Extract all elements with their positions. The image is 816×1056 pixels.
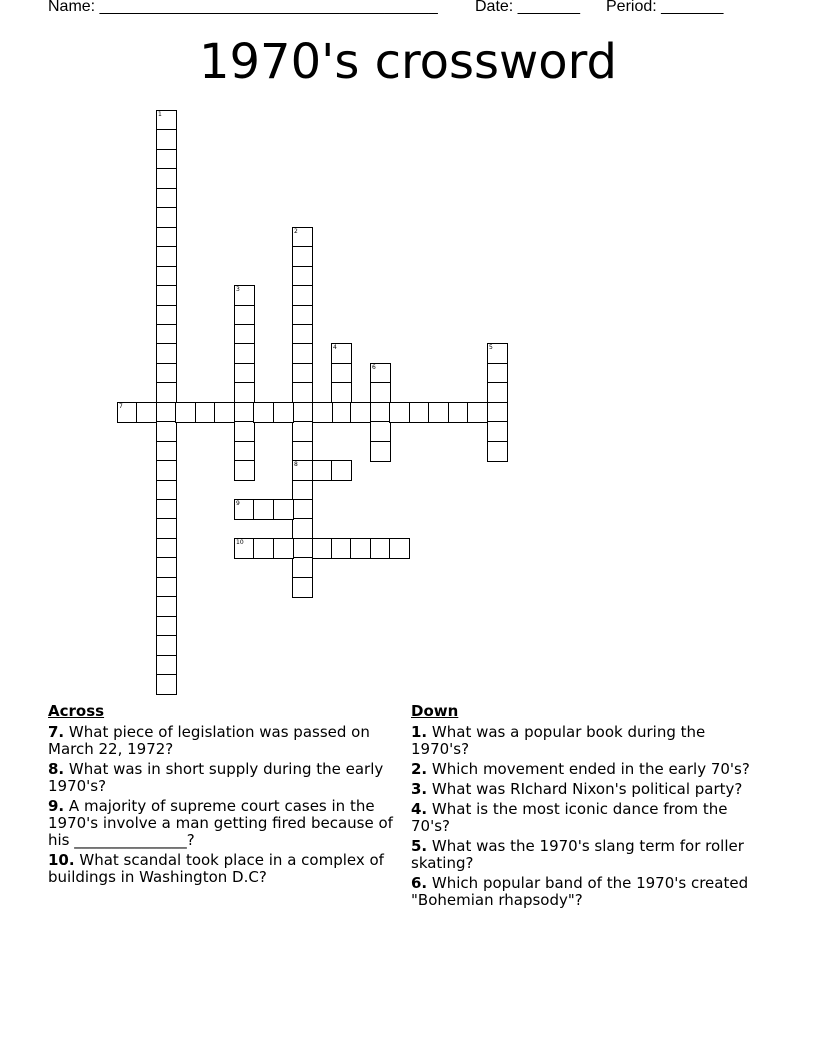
grid-cell[interactable] bbox=[409, 402, 430, 423]
grid-cell[interactable] bbox=[292, 402, 313, 423]
grid-cell[interactable] bbox=[292, 227, 313, 248]
clue-text: A majority of supreme court cases in the 1970's involve a man getting fired because of his _______________? bbox=[48, 797, 393, 849]
grid-cell[interactable] bbox=[195, 402, 216, 423]
grid-cell[interactable] bbox=[292, 266, 313, 287]
period-field[interactable]: Period: _______ bbox=[606, 0, 724, 15]
clue-text: What scandal took place in a complex of buildings in Washington D.C? bbox=[48, 851, 384, 886]
grid-cell[interactable] bbox=[156, 227, 177, 248]
grid-cell[interactable] bbox=[175, 402, 196, 423]
grid-cell[interactable] bbox=[117, 402, 138, 423]
grid-cell[interactable] bbox=[156, 207, 177, 228]
grid-cell[interactable] bbox=[292, 577, 313, 598]
cell-number: 3 bbox=[236, 286, 240, 293]
grid-cell[interactable] bbox=[156, 110, 177, 131]
clue-down-5 bbox=[411, 838, 761, 872]
grid-cell[interactable] bbox=[370, 538, 391, 559]
grid-cell[interactable] bbox=[292, 421, 313, 442]
grid-cell[interactable] bbox=[331, 382, 352, 403]
grid-cell[interactable] bbox=[156, 616, 177, 637]
clue-number: 7. bbox=[48, 723, 65, 741]
clue-number: 10. bbox=[48, 851, 75, 869]
grid-cell[interactable] bbox=[234, 382, 255, 403]
grid-cell[interactable] bbox=[234, 538, 255, 559]
grid-cell[interactable] bbox=[292, 285, 313, 306]
name-field[interactable]: Name: ______________________________________ bbox=[48, 0, 438, 15]
grid-cell[interactable] bbox=[350, 538, 371, 559]
cell-number: 8 bbox=[294, 461, 298, 468]
grid-cell[interactable] bbox=[234, 343, 255, 364]
clue-down-3 bbox=[411, 781, 761, 798]
grid-cell[interactable] bbox=[370, 363, 391, 384]
grid-cell[interactable] bbox=[156, 518, 177, 539]
grid-cell[interactable] bbox=[156, 324, 177, 345]
clue-number: 9. bbox=[48, 797, 65, 815]
clue-number: 8. bbox=[48, 760, 65, 778]
across-clues bbox=[48, 702, 393, 889]
grid-cell[interactable] bbox=[156, 246, 177, 267]
grid-cell[interactable] bbox=[156, 363, 177, 384]
grid-cell[interactable] bbox=[428, 402, 449, 423]
grid-cell[interactable] bbox=[156, 285, 177, 306]
grid-cell[interactable] bbox=[292, 363, 313, 384]
grid-cell[interactable] bbox=[370, 382, 391, 403]
grid-cell[interactable] bbox=[156, 499, 177, 520]
grid-cell[interactable] bbox=[331, 538, 352, 559]
grid-cell[interactable] bbox=[389, 538, 410, 559]
grid-cell[interactable] bbox=[273, 538, 294, 559]
grid-cell[interactable] bbox=[156, 168, 177, 189]
grid-cell[interactable] bbox=[156, 441, 177, 462]
cell-number: 9 bbox=[236, 500, 240, 507]
grid-cell[interactable] bbox=[487, 402, 508, 423]
grid-cell[interactable] bbox=[234, 402, 255, 423]
grid-cell[interactable] bbox=[156, 655, 177, 676]
clue-text: What was a popular book during the 1970's? bbox=[411, 723, 706, 758]
cell-number: 7 bbox=[119, 403, 123, 410]
clue-text: Which popular band of the 1970's created "Bohemian rhapsody"? bbox=[411, 874, 749, 909]
grid-cell[interactable] bbox=[331, 343, 352, 364]
grid-cell[interactable] bbox=[156, 577, 177, 598]
grid-cell[interactable] bbox=[156, 382, 177, 403]
clue-text: What was RIchard Nixon's political party? bbox=[431, 780, 743, 798]
grid-cell[interactable] bbox=[156, 129, 177, 150]
grid-cell[interactable] bbox=[234, 460, 255, 481]
grid-cell[interactable] bbox=[350, 402, 371, 423]
grid-cell[interactable] bbox=[156, 402, 177, 423]
grid-cell[interactable] bbox=[312, 402, 333, 423]
grid-cell[interactable] bbox=[292, 246, 313, 267]
grid-cell[interactable] bbox=[487, 441, 508, 462]
grid-cell[interactable] bbox=[234, 421, 255, 442]
grid-cell[interactable] bbox=[331, 402, 352, 423]
grid-cell[interactable] bbox=[156, 421, 177, 442]
grid-cell[interactable] bbox=[487, 343, 508, 364]
across-heading: Across bbox=[48, 702, 105, 720]
clue-down-1 bbox=[411, 724, 761, 758]
grid-cell[interactable] bbox=[156, 635, 177, 656]
clue-text: Which movement ended in the early 70's? bbox=[431, 760, 750, 778]
grid-cell[interactable] bbox=[370, 421, 391, 442]
grid-cell[interactable] bbox=[292, 343, 313, 364]
clue-down-6 bbox=[411, 875, 761, 909]
clue-text: What is the most iconic dance from the 70's? bbox=[411, 800, 728, 835]
clue-down-2 bbox=[411, 761, 761, 778]
grid-cell[interactable] bbox=[156, 480, 177, 501]
clue-text: What was the 1970's slang term for roller skating? bbox=[411, 837, 744, 872]
grid-cell[interactable] bbox=[156, 343, 177, 364]
clue-number: 3. bbox=[411, 780, 428, 798]
clue-across-7 bbox=[48, 724, 393, 758]
grid-cell[interactable] bbox=[292, 305, 313, 326]
grid-cell[interactable] bbox=[156, 149, 177, 170]
date-field[interactable]: Date: _______ bbox=[475, 0, 580, 15]
grid-cell[interactable] bbox=[331, 363, 352, 384]
grid-cell[interactable] bbox=[234, 305, 255, 326]
clue-across-8 bbox=[48, 761, 393, 795]
grid-cell[interactable] bbox=[253, 538, 274, 559]
grid-cell[interactable] bbox=[156, 188, 177, 209]
clue-text: What was in short supply during the early 1970's? bbox=[48, 760, 384, 795]
grid-cell[interactable] bbox=[234, 363, 255, 384]
clue-number: 1. bbox=[411, 723, 428, 741]
clue-text: What piece of legislation was passed on March 22, 1972? bbox=[48, 723, 370, 758]
grid-cell[interactable] bbox=[292, 480, 313, 501]
clue-number: 4. bbox=[411, 800, 428, 818]
grid-cell[interactable] bbox=[234, 324, 255, 345]
grid-cell[interactable] bbox=[292, 538, 313, 559]
cell-number: 10 bbox=[236, 539, 244, 546]
grid-cell[interactable] bbox=[487, 421, 508, 442]
cell-number: 4 bbox=[333, 344, 337, 351]
grid-cell[interactable] bbox=[234, 441, 255, 462]
grid-cell[interactable] bbox=[273, 402, 294, 423]
cell-number: 2 bbox=[294, 228, 298, 235]
grid-cell[interactable] bbox=[156, 674, 177, 695]
grid-cell[interactable] bbox=[234, 285, 255, 306]
grid-cell[interactable] bbox=[156, 305, 177, 326]
grid-cell[interactable] bbox=[156, 460, 177, 481]
grid-cell[interactable] bbox=[136, 402, 157, 423]
grid-cell[interactable] bbox=[292, 324, 313, 345]
grid-cell[interactable] bbox=[312, 538, 333, 559]
grid-cell[interactable] bbox=[331, 460, 352, 481]
grid-cell[interactable] bbox=[156, 538, 177, 559]
down-heading: Down bbox=[411, 702, 459, 720]
grid-cell[interactable] bbox=[370, 402, 391, 423]
grid-cell[interactable] bbox=[389, 402, 410, 423]
cell-number: 5 bbox=[489, 344, 493, 351]
cell-number: 1 bbox=[158, 111, 162, 118]
grid-cell[interactable] bbox=[156, 557, 177, 578]
grid-cell[interactable] bbox=[234, 499, 255, 520]
grid-cell[interactable] bbox=[487, 382, 508, 403]
grid-cell[interactable] bbox=[214, 402, 235, 423]
grid-cell[interactable] bbox=[292, 460, 313, 481]
clue-across-10 bbox=[48, 852, 393, 886]
grid-cell[interactable] bbox=[156, 596, 177, 617]
grid-cell[interactable] bbox=[253, 499, 274, 520]
grid-cell[interactable] bbox=[273, 499, 294, 520]
grid-cell[interactable] bbox=[156, 266, 177, 287]
clue-number: 6. bbox=[411, 874, 428, 892]
down-clues bbox=[411, 702, 761, 912]
grid-cell[interactable] bbox=[292, 499, 313, 520]
clue-number: 5. bbox=[411, 837, 428, 855]
grid-cell[interactable] bbox=[370, 441, 391, 462]
puzzle-title: 1970's crossword bbox=[198, 34, 618, 90]
grid-cell[interactable] bbox=[253, 402, 274, 423]
grid-cell[interactable] bbox=[292, 557, 313, 578]
grid-cell[interactable] bbox=[292, 518, 313, 539]
clue-across-9 bbox=[48, 798, 393, 849]
grid-cell[interactable] bbox=[292, 441, 313, 462]
clue-number: 2. bbox=[411, 760, 428, 778]
grid-cell[interactable] bbox=[487, 363, 508, 384]
grid-cell[interactable] bbox=[312, 460, 333, 481]
grid-cell[interactable] bbox=[292, 382, 313, 403]
cell-number: 6 bbox=[372, 364, 376, 371]
clue-down-4 bbox=[411, 801, 761, 835]
grid-cell[interactable] bbox=[467, 402, 488, 423]
grid-cell[interactable] bbox=[448, 402, 469, 423]
